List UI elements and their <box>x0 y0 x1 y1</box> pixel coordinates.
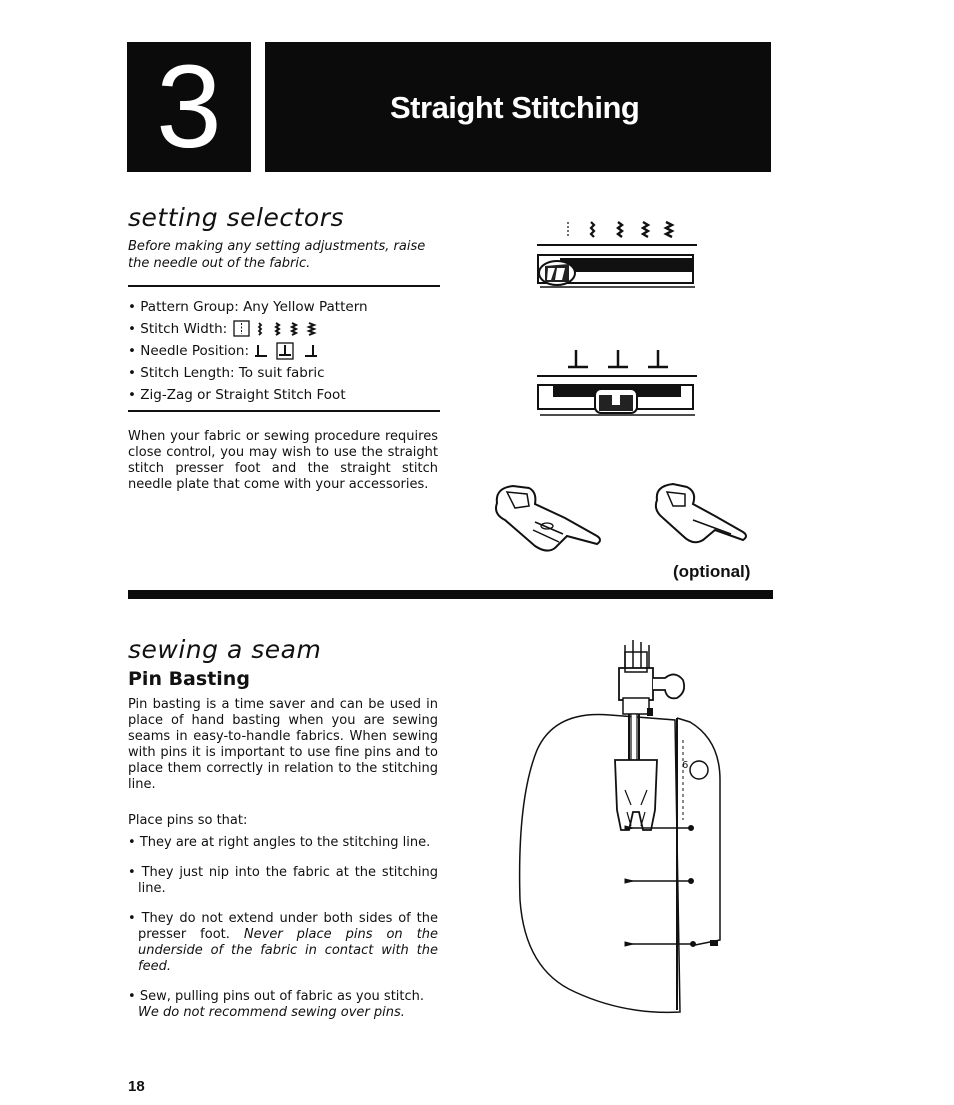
needle-position-plate-illustration <box>535 345 700 420</box>
list-item: • Sew, pulling pins out of fabric as you stitch. We do not recommend sewing over pins. <box>128 989 438 1021</box>
chapter-number-box <box>127 42 251 172</box>
pin-basting-machine-illustration <box>515 640 725 1020</box>
pin-basting-paragraph: Pin basting is a time saver and can be used in place of hand basting when you are sewing seams in easy-to-handle fabrics. When sewing with pins it is important to use fine pins and to place them correctly in relation to the stitching line. <box>128 697 438 792</box>
page-title: Straight Stitching <box>390 90 640 125</box>
page-number: 18 <box>128 1078 145 1095</box>
title-bar <box>265 42 771 172</box>
setting-selectors-heading: setting selectors <box>128 203 344 232</box>
divider-bottom <box>128 410 440 412</box>
settings-list <box>128 296 448 406</box>
list-item: • They are at right angles to the stitching line. <box>128 835 438 851</box>
close-control-paragraph: When your fabric or sewing procedure requires close control, you may wish to use the straight stitch presser foot and the straight stitch needle plate that come with your accessories. <box>128 429 438 492</box>
stitch-width-icons <box>232 320 322 338</box>
chapter-number: 3 <box>156 41 222 173</box>
section-divider <box>128 590 773 599</box>
pin-rules-list <box>128 835 438 1035</box>
zigzag-presser-foot-icon <box>485 478 615 558</box>
list-item-pattern-group: • Pattern Group: Any Yellow Pattern <box>128 296 448 318</box>
machine-dial-number: 6 <box>682 760 689 771</box>
list-item-stitch-length: • Stitch Length: To suit fabric <box>128 362 448 384</box>
setting-selectors-intro: Before making any setting adjustments, raise the needle out of the fabric. <box>128 239 426 271</box>
stitch-width-plate-illustration <box>535 218 700 293</box>
list-item-foot: • Zig-Zag or Straight Stitch Foot <box>128 384 448 406</box>
needle-position-icons <box>253 342 333 360</box>
place-pins-label: Place pins so that: <box>128 813 248 828</box>
list-item-stitch-width: • Stitch Width: <box>128 318 448 340</box>
optional-label: (optional) <box>673 562 751 581</box>
straight-stitch-presser-foot-icon <box>645 478 755 558</box>
pin-basting-subheading: Pin Basting <box>128 668 250 690</box>
list-item: • They do not extend under both sides of the presser foot. Never place pins on the underside of the fabric in contact with the feed. <box>128 911 438 975</box>
sewing-a-seam-heading: sewing a seam <box>128 635 322 664</box>
list-item: • They just nip into the fabric at the stitching line. <box>128 865 438 897</box>
divider-top <box>128 285 440 287</box>
list-item-needle-position: • Needle Position: <box>128 340 448 362</box>
